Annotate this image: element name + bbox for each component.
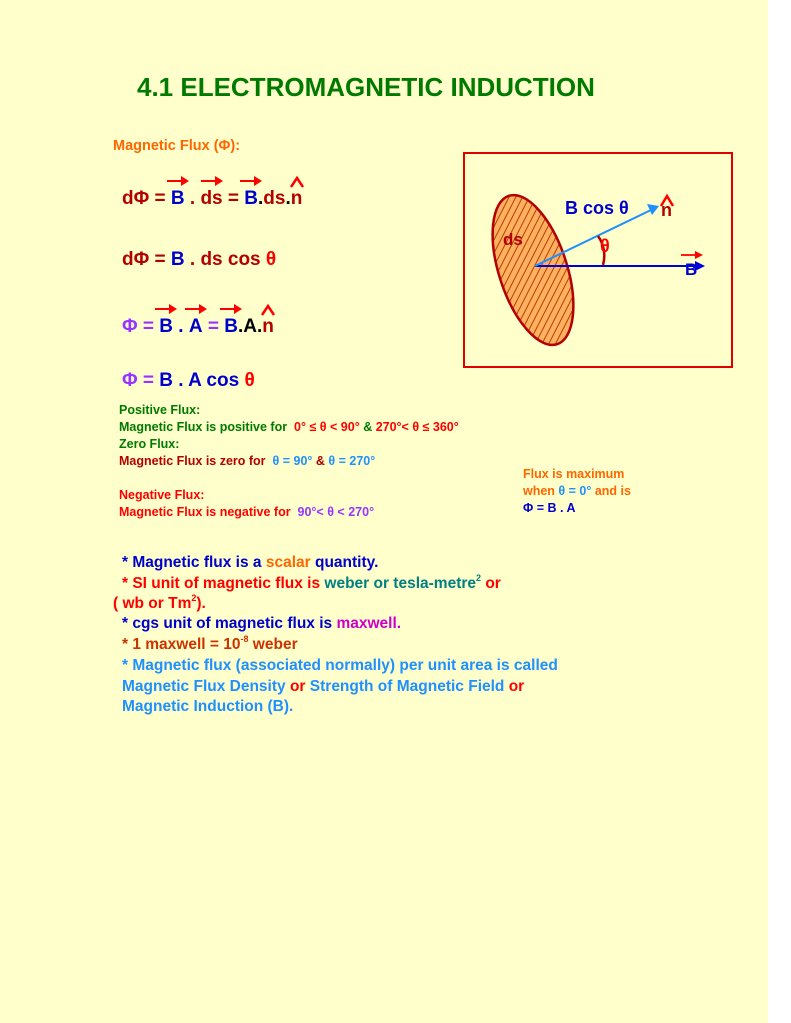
eq2-rest: ds cos: [200, 249, 266, 270]
theta-label: θ: [600, 236, 610, 256]
eq2-theta: θ: [265, 249, 277, 270]
unit-vector-n: n: [291, 188, 303, 210]
equation-1: [122, 188, 302, 210]
eq2-dot: .: [184, 249, 201, 270]
negative-flux-heading: Negative Flux:: [119, 488, 205, 502]
eq1-dot: .: [184, 188, 201, 209]
eq1-lhs: dΦ =: [122, 188, 171, 209]
bullet-2-continued: ( wb or Tm$^2$).: [113, 593, 206, 612]
eq1-dot: .: [258, 188, 264, 209]
vector-arrow-icon: [220, 303, 242, 315]
eq3-dot: .: [237, 316, 244, 337]
page-title: 4.1 ELECTROMAGNETIC INDUCTION: [137, 72, 595, 102]
bullet-3: * cgs unit of magnetic flux is maxwell.: [122, 615, 402, 632]
vector-ds: ds: [200, 188, 222, 210]
max-note-line-2: when θ = 0° and is: [523, 484, 631, 498]
eq1-equals: =: [222, 188, 245, 209]
positive-flux-text: Magnetic Flux is positive for: [119, 420, 288, 434]
hat-icon: [290, 176, 304, 188]
bcos-vector-arrowhead: [647, 204, 659, 215]
eq4-theta: θ: [244, 370, 255, 391]
eq3-dot: .: [172, 316, 189, 337]
bullet-2: * SI unit of magnetic flux is weber or tesla-metre$^2$ or: [122, 572, 501, 592]
eq4-dot: .: [172, 370, 189, 391]
zero-range-2: θ = 270°: [328, 454, 376, 468]
vector-arrow-icon: [201, 175, 223, 187]
positive-range-2: 270°< θ ≤ 360°: [375, 420, 459, 434]
max-flux-note: [523, 466, 631, 517]
eq2-b: B: [170, 249, 185, 270]
eq3-a: A: [243, 316, 257, 337]
bcos-label: B cos θ: [565, 198, 629, 218]
equation-4: [122, 370, 255, 392]
vector-b: B: [159, 316, 173, 338]
max-note-line-1: Flux is maximum: [523, 467, 625, 481]
vector-a: A: [189, 316, 203, 338]
zero-flux-line: [119, 453, 459, 470]
negative-flux-line: [119, 504, 459, 521]
eq3-dot: .: [256, 316, 263, 337]
vector-b: B: [224, 316, 238, 338]
spacer: [119, 470, 459, 487]
ds-label: ds: [503, 230, 523, 249]
b-label: B: [685, 260, 698, 279]
vector-b: B: [171, 188, 185, 210]
eq3-equals: =: [202, 316, 225, 337]
vector-arrow-icon: [240, 175, 262, 187]
hat-icon: [261, 304, 275, 316]
eq4-b: B: [159, 370, 173, 391]
flux-cases: [119, 402, 459, 521]
bullet-4: * 1 maxwell = $10^{-8}$ weber: [122, 633, 298, 653]
flux-diagram: [463, 152, 733, 368]
unit-vector-n: n: [262, 316, 274, 338]
positive-flux-line: [119, 419, 459, 436]
n-label: n: [661, 200, 672, 220]
zero-flux-heading: Zero Flux:: [119, 437, 180, 451]
positive-flux-heading: Positive Flux:: [119, 403, 201, 417]
bullet-5: * Magnetic flux (associated normally) per unit area is called: [122, 657, 558, 674]
eq1-ds: ds: [263, 188, 286, 209]
equation-3: [122, 316, 274, 338]
positive-range-1: 0° ≤ θ < 90°: [294, 420, 360, 434]
section-heading: Magnetic Flux (Φ):: [113, 138, 241, 154]
eq4-rest: A cos: [188, 370, 245, 391]
zero-flux-text: Magnetic Flux is zero for: [119, 454, 266, 468]
eq2-lhs: dΦ =: [122, 249, 171, 270]
negative-range: 90°< θ < 270°: [297, 505, 375, 519]
vector-arrow-icon: [155, 303, 177, 315]
eq3-lhs: Φ =: [122, 316, 160, 337]
zero-range-1: θ = 90°: [272, 454, 313, 468]
bullet-5-line-3: Magnetic Induction (B).: [122, 698, 294, 715]
bullet-notes: [122, 553, 501, 595]
eq4-lhs: Φ =: [122, 370, 160, 391]
max-note-line-3: Φ = B . A: [523, 501, 576, 515]
eq1-dot: .: [285, 188, 291, 209]
vector-b: B: [244, 188, 258, 210]
bullet-notes-2: [122, 614, 558, 718]
equation-2: [122, 249, 276, 271]
bullet-1: * Magnetic flux is a scalar quantity.: [122, 554, 379, 571]
positive-amp: &: [359, 420, 376, 434]
bullet-5-line-2: Magnetic Flux Density or Strength of Magnetic Field or: [122, 677, 525, 695]
negative-flux-text: Magnetic Flux is negative for: [119, 505, 291, 519]
zero-amp: &: [312, 454, 329, 468]
vector-arrow-icon: [167, 175, 189, 187]
vector-arrow-icon: [185, 303, 207, 315]
b-label-arrowhead: [695, 251, 703, 259]
